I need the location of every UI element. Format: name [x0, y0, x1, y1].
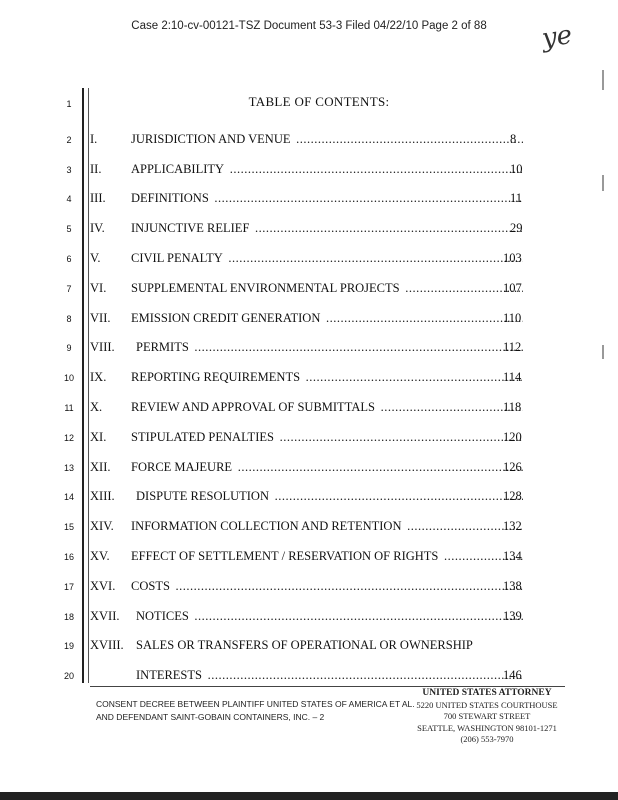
section-title [131, 221, 523, 236]
section-number: XVII. [90, 608, 120, 623]
toc-title: TABLE OF CONTENTS: [248, 94, 390, 109]
line-number: 2 [66, 134, 72, 145]
section-number: XVI. [90, 578, 116, 593]
section-title-text: REVIEW AND APPROVAL OF SUBMITTALS [131, 400, 375, 414]
toc-row [0, 311, 618, 331]
line-number: 6 [66, 254, 72, 264]
page-number: 118 [503, 400, 522, 414]
line-number: 11 [64, 403, 74, 413]
section-title [136, 668, 523, 683]
toc-row [0, 489, 618, 509]
section-number: VI. [90, 280, 107, 295]
toc-row [0, 370, 618, 390]
page-number: 11 [510, 191, 523, 206]
section-number: XVIII. [90, 638, 124, 653]
section-title [131, 162, 523, 177]
line-number: 12 [63, 432, 74, 443]
section-title-text: DISPUTE RESOLUTION [136, 489, 269, 504]
line-number: 19 [63, 641, 74, 652]
section-number: VII. [90, 310, 111, 325]
line-number: 16 [63, 552, 74, 562]
toc-row [0, 638, 618, 658]
page-number: 132 [503, 519, 522, 534]
toc-row [0, 340, 618, 360]
section-title [131, 281, 523, 296]
page-number: 120 [503, 429, 522, 444]
toc-row [0, 132, 618, 152]
footer-caption-line1: CONSENT DECREE BETWEEN PLAINTIFF UNITED STATES OF AMERICA ET AL. [96, 699, 415, 709]
toc-row [0, 96, 618, 116]
page-number: 114 [503, 370, 522, 385]
section-number: XV. [90, 549, 110, 563]
section-title-text: EMISSION CREDIT GENERATION [131, 310, 321, 325]
section-number: V. [90, 251, 101, 265]
footer-office-address [412, 688, 562, 746]
section-number: II. [90, 161, 102, 176]
section-title [136, 638, 523, 653]
scan-bottom-band [0, 792, 618, 800]
section-number: VIII. [90, 340, 115, 355]
section-title-text: SUPPLEMENTAL ENVIRONMENTAL PROJECTS [131, 280, 400, 295]
section-title-text: DEFINITIONS [131, 191, 209, 206]
office-line2: 700 STEWART STREET [443, 711, 531, 721]
footer-caption [96, 698, 415, 724]
section-title-text: CIVIL PENALTY [131, 251, 223, 265]
section-number: XI. [90, 429, 107, 444]
section-title [131, 400, 523, 415]
page-number: 138 [503, 578, 522, 593]
section-title [131, 132, 523, 147]
toc-row [0, 162, 618, 182]
page-number: 103 [503, 251, 522, 265]
office-line1: 5220 UNITED STATES COURTHOUSE [416, 699, 558, 710]
line-number: 18 [63, 611, 74, 622]
page-number: 107 [503, 280, 522, 295]
section-title-text: INTERESTS [136, 668, 202, 683]
section-title [131, 579, 523, 594]
section-title [136, 340, 523, 355]
toc-row [0, 579, 618, 599]
page-number: 134 [503, 549, 522, 563]
section-title [131, 251, 523, 266]
section-title [131, 370, 523, 385]
section-title [131, 519, 523, 534]
line-number: 20 [63, 671, 74, 682]
section-number: XIII. [90, 489, 115, 504]
toc-row [0, 221, 618, 241]
section-title-text: EFFECT OF SETTLEMENT / RESERVATION OF RIGHTS [131, 549, 439, 563]
scan-edge-mark [602, 70, 604, 90]
section-number: IX. [90, 370, 107, 385]
page-number: 110 [503, 310, 522, 325]
line-number: 7 [66, 283, 72, 294]
section-title-text: COSTS [131, 578, 170, 593]
case-header: Case 2:10-cv-00121-TSZ Document 53-3 Filed 04/22/10 Page 2 of 88 [131, 20, 487, 32]
line-number: 4 [66, 194, 72, 205]
section-title [131, 549, 523, 564]
handwritten-initials: ye [540, 20, 575, 54]
footer-caption-line2: AND DEFENDANT SAINT-GOBAIN CONTAINERS, INC. – 2 [96, 712, 325, 722]
line-number: 9 [66, 343, 72, 354]
section-title [131, 430, 523, 445]
toc-row [0, 191, 618, 211]
page-number: 29 [510, 221, 523, 236]
office-line3: SEATTLE, WASHINGTON 98101-1271 [417, 722, 557, 733]
page-number: 128 [503, 489, 522, 504]
section-number: XIV. [90, 519, 114, 534]
line-number: 15 [63, 522, 74, 533]
toc-row [0, 609, 618, 629]
office-phone: (206) 553-7970 [460, 734, 514, 744]
section-title-text: SALES OR TRANSFERS OF OPERATIONAL OR OWNERSHIP [136, 638, 473, 653]
section-title-text: JURISDICTION AND VENUE [131, 131, 291, 146]
section-title-text: REPORTING REQUIREMENTS [131, 370, 301, 385]
page-number: 8 [510, 131, 517, 146]
section-title-text: APPLICABILITY [131, 161, 225, 176]
section-title-text: PERMITS [136, 340, 189, 355]
line-number: 1 [66, 99, 72, 109]
page-number: 139 [503, 608, 522, 623]
toc-row [0, 251, 618, 271]
section-number: X. [90, 400, 103, 414]
page-number: 126 [503, 459, 522, 474]
section-title [136, 489, 523, 504]
section-number: I. [90, 131, 98, 146]
section-title-text: INJUNCTIVE RELIEF [131, 221, 250, 236]
section-title [131, 460, 523, 475]
office-name: UNITED STATES ATTORNEY [422, 688, 552, 698]
section-title-text: INFORMATION COLLECTION AND RETENTION [131, 519, 402, 534]
line-number: 8 [66, 313, 72, 324]
section-title-text: STIPULATED PENALTIES [131, 429, 274, 444]
footer-rule [90, 686, 565, 687]
page-number: 112 [503, 340, 522, 355]
line-number: 5 [66, 224, 72, 235]
section-number: IV. [90, 221, 105, 236]
toc-row [0, 430, 618, 450]
toc-row [0, 400, 618, 420]
toc-row [0, 519, 618, 539]
line-number: 13 [63, 462, 74, 473]
line-number: 14 [63, 492, 74, 503]
page-number: 10 [510, 161, 523, 176]
section-number: III. [90, 191, 106, 206]
line-number: 10 [63, 373, 74, 384]
section-number: XII. [90, 459, 111, 474]
section-title [136, 609, 523, 624]
section-title-text: FORCE MAJEURE [131, 459, 233, 474]
section-title [131, 191, 523, 206]
page-number: 146 [503, 668, 522, 683]
line-number: 3 [66, 164, 72, 175]
section-title-text: NOTICES [136, 608, 189, 623]
toc-row [0, 281, 618, 301]
toc-row [0, 460, 618, 480]
toc-row [0, 549, 618, 569]
line-number: 17 [63, 581, 74, 592]
section-title [131, 311, 523, 326]
